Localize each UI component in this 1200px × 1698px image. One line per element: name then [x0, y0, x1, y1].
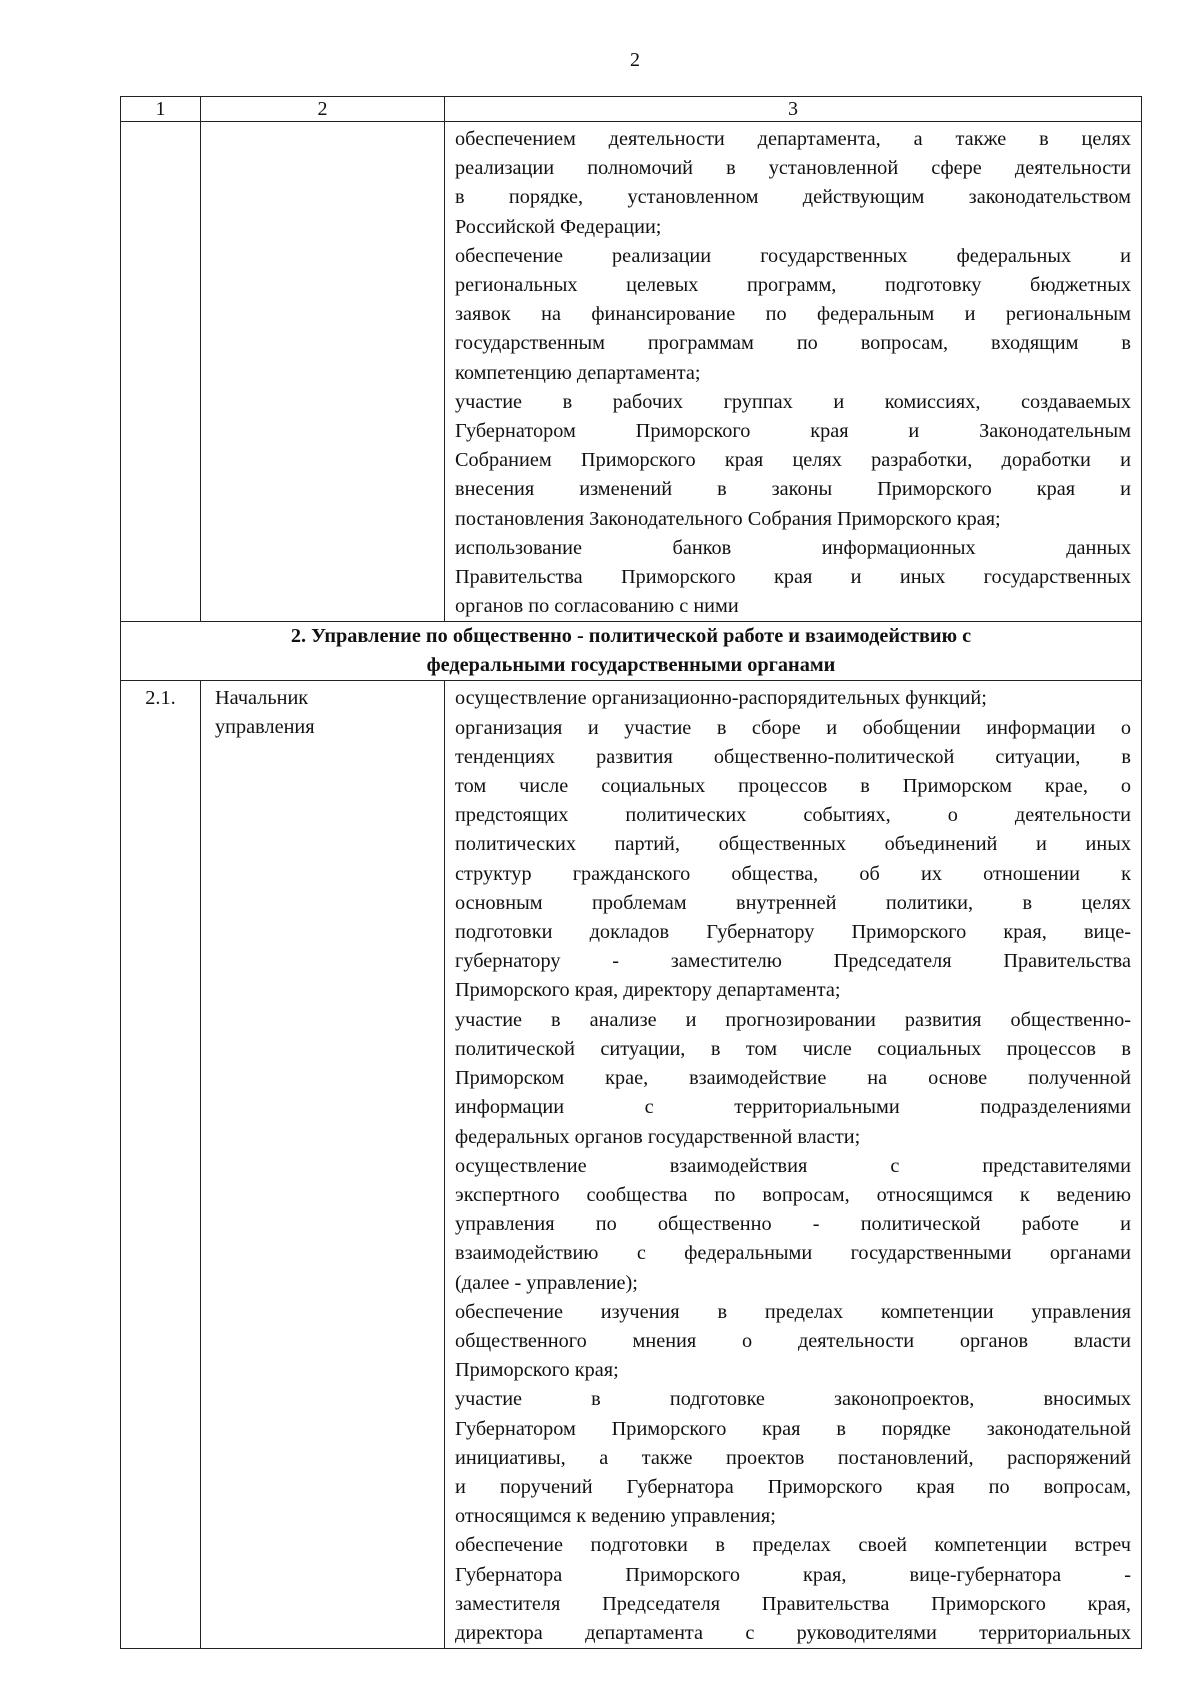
- text-line: Приморском крае, взаимодействие на основе полученной: [455, 1067, 1131, 1090]
- text-line: заместителя Председателя Правительства Приморского края,: [455, 1592, 1131, 1615]
- section-title-line-2: федеральными государственными органами: [426, 654, 836, 677]
- header-col-3: 3: [445, 97, 1142, 122]
- text-line: заявок на финансирование по федеральным и региональным: [455, 303, 1131, 326]
- table-row-2-1: [121, 681, 1142, 1649]
- cell-position-empty: [201, 122, 445, 622]
- text-line: государственным программам по вопросам, входящим в: [455, 332, 1131, 355]
- text-line: обеспечение подготовки в пределах своей компетенции встреч: [455, 1534, 1131, 1557]
- text-line: общественного мнения о деятельности органов власти: [455, 1329, 1131, 1352]
- text-line: Губернатором Приморского края в порядке законодательной: [455, 1417, 1131, 1440]
- text-line: информации с территориальными подразделениями: [455, 1096, 1131, 1119]
- text-line: Собранием Приморского края целях разработки, доработки и: [455, 449, 1131, 472]
- functions-text: [455, 125, 1131, 621]
- text-line: относящимся к ведению управления;: [455, 1505, 776, 1528]
- text-line: (далее - управление);: [455, 1271, 638, 1294]
- text-line: губернатору - заместителю Председателя Правительства: [455, 950, 1131, 973]
- text-line: структур гражданского общества, об их отношении к: [455, 862, 1131, 885]
- text-line: Российской Федерации;: [455, 215, 662, 238]
- row-position: [201, 681, 445, 1649]
- header-col-1: 1: [121, 97, 201, 122]
- text-line: тенденциях развития общественно-политической ситуации, в: [455, 745, 1131, 768]
- text-line: участие в подготовке законопроектов, вносимых: [455, 1388, 1131, 1411]
- header-col-2: 2: [201, 97, 445, 122]
- text-line: осуществление организационно-распорядительных функций;: [455, 687, 987, 710]
- text-line: политических партий, общественных объединений и иных: [455, 833, 1131, 856]
- text-line: Губернатора Приморского края, вице-губернатора -: [455, 1563, 1131, 1586]
- text-line: осуществление взаимодействия с представителями: [455, 1154, 1131, 1177]
- cell-functions-continuation: [445, 122, 1142, 622]
- text-line: региональных целевых программ, подготовку бюджетных: [455, 274, 1131, 297]
- section-header-row: [121, 622, 1142, 681]
- text-line: компетенцию департамента;: [455, 361, 701, 384]
- text-line: обеспечением деятельности департамента, а также в целях: [455, 128, 1131, 150]
- text-line: директора департамента с руководителями территориальных: [455, 1621, 1131, 1644]
- section-title-line-1: 2. Управление по общественно - политической работе и взаимодействию с: [290, 625, 972, 648]
- position-line-1: Начальник: [215, 687, 309, 710]
- text-line: федеральных органов государственной власти;: [455, 1125, 861, 1148]
- text-line: политической ситуации, в том числе социальных процессов в: [455, 1037, 1131, 1060]
- text-line: управления по общественно - политической работе и: [455, 1213, 1131, 1236]
- text-line: том числе социальных процессов в Приморском крае, о: [455, 775, 1131, 798]
- text-line: участие в рабочих группах и комиссиях, создаваемых: [455, 390, 1131, 413]
- row-functions: [445, 681, 1142, 1649]
- text-line: использование банков информационных данных: [455, 536, 1131, 559]
- text-line: участие в анализе и прогнозировании развития общественно-: [455, 1008, 1131, 1031]
- text-line: обеспечение реализации государственных федеральных и: [455, 244, 1131, 267]
- text-line: организация и участие в сборе и обобщении информации о: [455, 716, 1131, 739]
- text-line: основным проблемам внутренней политики, в целях: [455, 891, 1131, 914]
- text-line: Приморского края, директору департамента;: [455, 979, 841, 1002]
- position-line-2: управления: [215, 716, 315, 739]
- text-line: предстоящих политических событиях, о деятельности: [455, 804, 1131, 827]
- page-number: 2: [630, 49, 640, 71]
- cell-number-empty: [121, 122, 201, 622]
- text-line: в порядке, установленном действующим законодательством: [455, 186, 1131, 209]
- text-line: инициативы, а также проектов постановлений, распоряжений: [455, 1446, 1131, 1469]
- functions-text: [455, 684, 1131, 1648]
- text-line: Правительства Приморского края и иных государственных: [455, 566, 1131, 589]
- text-line: органов по согласованию с ними: [455, 595, 739, 618]
- table-row-continuation: [121, 122, 1142, 622]
- row-number: 2.1.: [121, 681, 201, 1649]
- text-line: взаимодействию с федеральными государственными органами: [455, 1242, 1131, 1265]
- table-header-row: [121, 97, 1142, 122]
- text-line: обеспечение изучения в пределах компетенции управления: [455, 1300, 1131, 1323]
- text-line: и поручений Губернатора Приморского края по вопросам,: [455, 1475, 1131, 1498]
- text-line: Приморского края;: [455, 1359, 619, 1382]
- section-title: [121, 622, 1142, 681]
- text-line: реализации полномочий в установленной сфере деятельности: [455, 157, 1131, 180]
- text-line: экспертного сообщества по вопросам, относящимся к ведению: [455, 1183, 1131, 1206]
- text-line: подготовки докладов Губернатору Приморского края, вице-: [455, 921, 1131, 944]
- text-line: постановления Законодательного Собрания Приморского края;: [455, 507, 1001, 530]
- text-line: Губернатором Приморского края и Законодательным: [455, 420, 1131, 443]
- functions-table: [120, 96, 1142, 1649]
- text-line: внесения изменений в законы Приморского края и: [455, 478, 1131, 501]
